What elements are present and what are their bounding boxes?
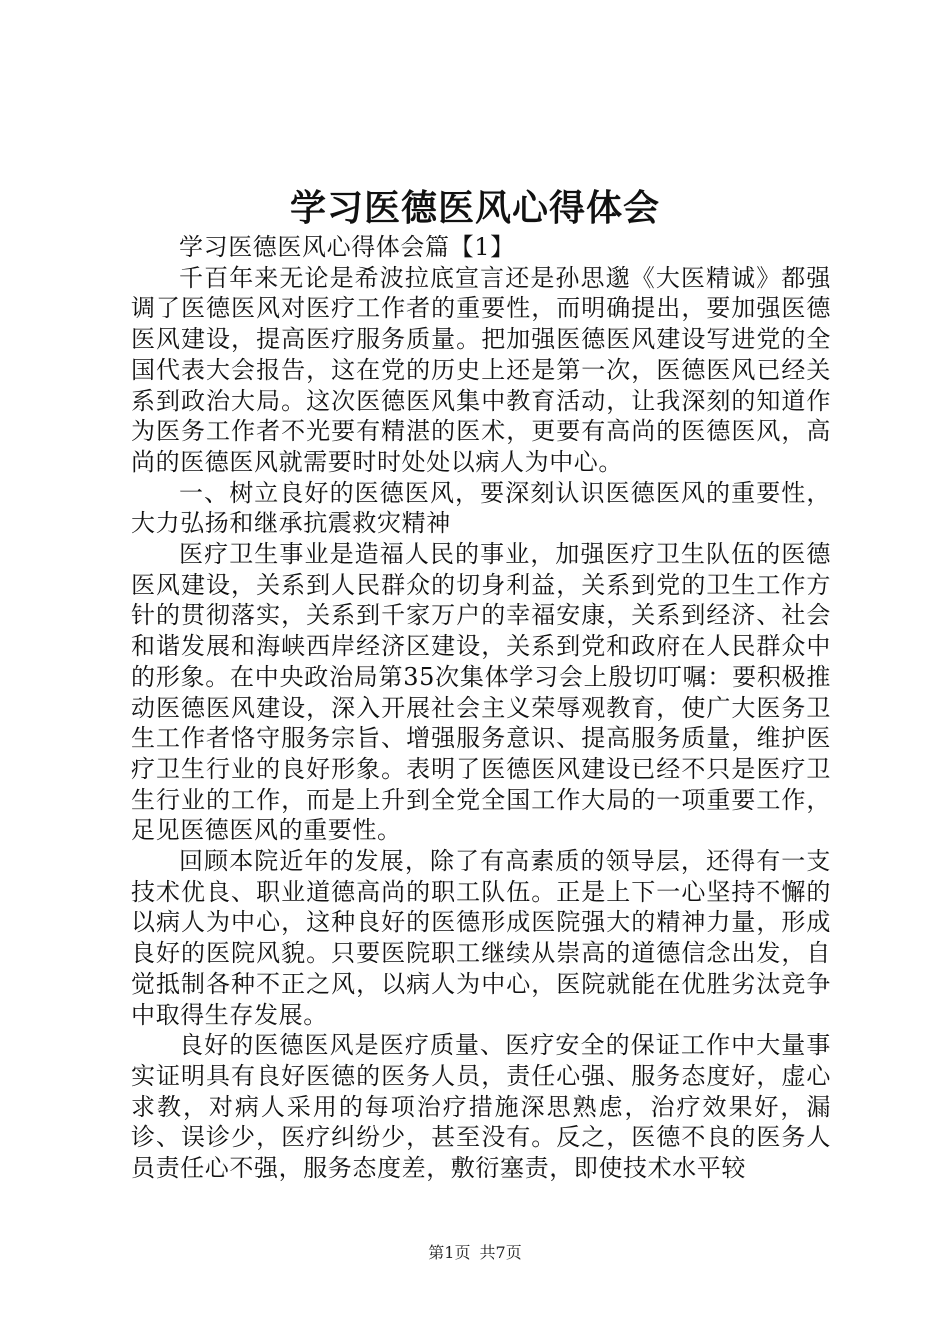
paragraph: 良好的医德医风是医疗质量、医疗安全的保证工作中大量事实证明具有良好医德的医务人员，责任心强、服务态度好，虚心求教，对病人采用的每项治疗措施深思熟虑，治疗效果好，漏诊、误诊少，医疗纠纷少，甚至没有。反之，医德不良的医务人员责任心不强，服务态度差，敷衍塞责，即使技术水平较 <box>131 1031 831 1183</box>
section-heading: 学习医德医风心得体会篇【1】 <box>179 233 515 261</box>
paragraph: 回顾本院近年的发展，除了有高素质的领导层，还得有一支技术优良、职业道德高尚的职工队伍。正是上下一心坚持不懈的以病人为中心，这种良好的医德形成医院强大的精神力量，形成良好的医院风貌。只要医院职工继续从崇高的道德信念出发，自觉抵制各种不正之风，以病人为中心，医院就能在优胜劣汰竞争中取得生存发展。 <box>131 847 831 1029</box>
page-footer <box>0 1242 950 1264</box>
paragraph: 医疗卫生事业是造福人民的事业，加强医疗卫生队伍的医德医风建设，关系到人民群众的切身利益，关系到党的卫生工作方针的贯彻落实，关系到千家万户的幸福安康，关系到经济、社会和谐发展和海峡西岸经济区建设，关系到党和政府在人民群众中的形象。在中央政治局第35次集体学习会上殷切叮嘱：要积极推动医德医风建设，深入开展社会主义荣辱观教育，使广大医务卫生工作者恪守服务宗旨、增强服务意识、提高服务质量，维护医疗卫生行业的良好形象。表明了医德医风建设已经不只是医疗卫生行业的工作，而是上升到全党全国工作大局的一项重要工作，足见医德医风的重要性。 <box>131 540 831 845</box>
document-title: 学习医德医风心得体会 <box>289 187 660 229</box>
page-total: 共7页 <box>479 1243 522 1262</box>
document-body <box>131 232 831 1184</box>
subheading-paragraph: 一、树立良好的医德医风，要深刻认识医德医风的重要性，大力弘扬和继承抗震救灾精神 <box>131 478 831 538</box>
page-number: 第1页 <box>428 1243 471 1262</box>
paragraph: 千百年来无论是希波拉底宣言还是孙思邈《大医精诚》都强调了医德医风对医疗工作者的重要性，而明确提出，要加强医德医风建设，提高医疗服务质量。把加强医德医风建设写进党的全国代表大会报告，这在党的历史上还是第一次，医德医风已经关系到政治大局。这次医德医风集中教育活动，让我深刻的知道作为医务工作者不光要有精湛的医术，更要有高尚的医德医风，高尚的医德医风就需要时时处处以病人为中心。 <box>131 263 831 476</box>
